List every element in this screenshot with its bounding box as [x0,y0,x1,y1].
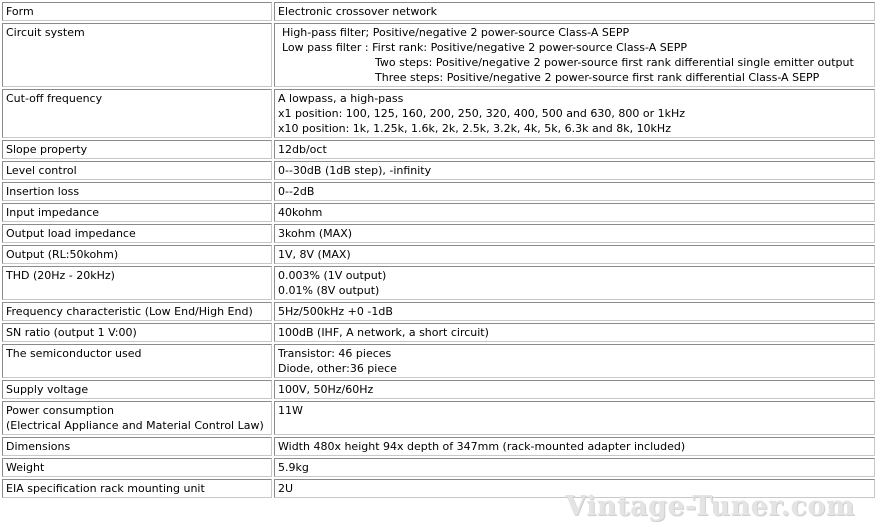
spec-value-line: Two steps: Positive/negative 2 power-source first rank differential single emitter output [375,56,854,69]
spec-value [274,266,875,300]
spec-label [2,266,272,300]
spec-value [274,161,875,180]
spec-value [274,89,875,138]
spec-value-line: Low pass filter : First rank: Positive/negative 2 power-source Class-A SEPP [282,41,687,54]
spec-label-text: Weight [6,461,45,474]
table-row [2,203,875,222]
spec-label [2,182,272,201]
spec-value [274,302,875,321]
spec-value-line: 0--2dB [278,185,315,198]
spec-value-line: 0.01% (8V output) [278,284,380,297]
spec-label-text: Input impedance [6,206,100,219]
spec-value [274,458,875,477]
spec-label-text: THD (20Hz - 20kHz) [6,269,115,282]
table-row [2,458,875,477]
spec-value-line: 12db/oct [278,143,327,156]
spec-value-line: Three steps: Positive/negative 2 power-source first rank differential Class-A SEPP [375,71,820,84]
table-row [2,437,875,456]
spec-value [274,380,875,399]
spec-value-line: Diode, other:36 piece [278,362,397,375]
spec-label [2,302,272,321]
spec-value-line: A lowpass, a high-pass [278,92,404,105]
spec-value [274,140,875,159]
spec-label-text: Circuit system [6,26,85,39]
spec-value [274,182,875,201]
spec-value-line: Width 480x height 94x depth of 347mm (rack-mounted adapter included) [278,440,686,453]
spec-label [2,23,272,87]
spec-label-text: Form [6,5,34,18]
spec-label-text: Supply voltage [6,383,89,396]
table-row [2,23,875,87]
table-row [2,245,875,264]
spec-label-text: Level control [6,164,77,177]
table-row [2,401,875,435]
spec-value [274,437,875,456]
spec-value [274,401,875,435]
spec-label [2,161,272,180]
spec-label-text: Dimensions [6,440,71,453]
spec-value-line: x1 position: 100, 125, 160, 200, 250, 320, 400, 500 and 630, 800 or 1kHz [278,107,686,120]
spec-label-text: Cut-off frequency [6,92,103,105]
spec-label-text: EIA specification rack mounting unit [6,482,205,495]
table-row [2,224,875,243]
spec-value-line: Transistor: 46 pieces [278,347,392,360]
table-row [2,302,875,321]
table-row [2,89,875,138]
spec-value-line: 3kohm (MAX) [278,227,353,240]
table-row [2,380,875,399]
table-row [2,140,875,159]
spec-label-text: Frequency characteristic (Low End/High End) [6,305,253,318]
spec-value-line: 1V, 8V (MAX) [278,248,351,261]
spec-label-text: Slope property [6,143,88,156]
spec-label [2,401,272,435]
spec-value-line: 2U [278,482,294,495]
spec-value-line: 40kohm [278,206,323,219]
watermark-logo: Vintage-Tuner.com [565,491,855,522]
spec-label [2,203,272,222]
spec-value [274,323,875,342]
spec-label [2,2,272,21]
spec-value-line: 5Hz/500kHz +0 -1dB [278,305,393,318]
spec-value-line: x10 position: 1k, 1.25k, 1.6k, 2k, 2.5k, 3.2k, 4k, 5k, 6.3k and 8k, 10kHz [278,122,671,135]
spec-label [2,89,272,138]
table-row [2,2,875,21]
spec-value [274,23,875,87]
spec-value [274,344,875,378]
spec-label-text: Output (RL:50kohm) [6,248,119,261]
spec-label [2,479,272,498]
spec-label-subtext: (Electrical Appliance and Material Control Law) [6,419,264,432]
spec-value [274,203,875,222]
spec-label [2,140,272,159]
spec-value-line: 100V, 50Hz/60Hz [278,383,374,396]
spec-value-line: 11W [278,404,303,417]
spec-value-line: 0.003% (1V output) [278,269,387,282]
spec-label [2,245,272,264]
spec-value [274,224,875,243]
spec-label-text: The semiconductor used [6,347,142,360]
spec-value [274,2,875,21]
spec-value-line: High-pass filter; Positive/negative 2 power-source Class-A SEPP [282,26,630,39]
spec-label-text: Output load impedance [6,227,136,240]
table-row [2,266,875,300]
spec-value-line: 5.9kg [278,461,309,474]
spec-label [2,437,272,456]
table-row [2,182,875,201]
spec-value-line: Electronic crossover network [278,5,437,18]
spec-value [274,245,875,264]
spec-label [2,323,272,342]
spec-label-text: Insertion loss [6,185,80,198]
spec-label [2,224,272,243]
spec-label [2,458,272,477]
spec-value-line: 100dB (IHF, A network, a short circuit) [278,326,489,339]
spec-label-text: Power consumption [6,404,114,417]
spec-label [2,380,272,399]
table-row [2,323,875,342]
table-row [2,344,875,378]
spec-label [2,344,272,378]
table-row [2,161,875,180]
spec-value-line: 0--30dB (1dB step), -infinity [278,164,432,177]
spec-label-text: SN ratio (output 1 V:00) [6,326,137,339]
